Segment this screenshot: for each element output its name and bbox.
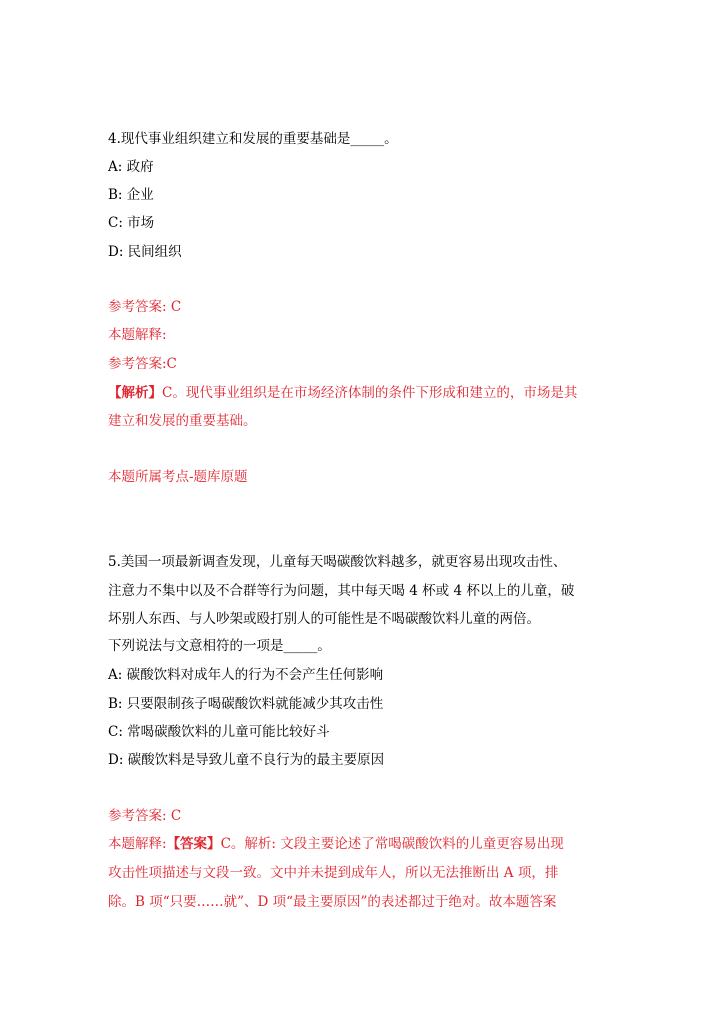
question-5-option-a: A: 碳酸饮料对成年人的行为不会产生任何影响 [108, 667, 384, 683]
question-5-option-d: D: 碳酸饮料是导致儿童不良行为的最主要原因 [108, 752, 385, 768]
question-4-answer-repeat: 参考答案:C [108, 356, 177, 372]
question-5-text-line-1: 5.美国一项最新调查发现，儿童每天喝碳酸饮料越多，就更容易出现攻击性、 [108, 554, 567, 570]
question-4-text: 4.现代事业组织建立和发展的重要基础是_____。 [108, 131, 398, 147]
explanation-heading: 本题解释: [108, 836, 167, 852]
question-4-answer: 参考答案: C [108, 299, 182, 315]
question-4-topic: 本题所属考点-题库原题 [108, 469, 248, 485]
question-4-option-b: B: 企业 [108, 187, 154, 203]
question-5-option-c: C: 常喝碳酸饮料的儿童可能比较好斗 [108, 724, 330, 740]
question-4-option-c: C: 市场 [108, 215, 155, 231]
question-5-answer: 参考答案: C [108, 808, 182, 824]
explanation-text: C。解析: 文段主要论述了常喝碳酸饮料的儿童更容易出现 [220, 836, 564, 852]
analysis-text: C。现代事业组织是在市场经济体制的条件下形成和建立的，市场是其 [162, 385, 578, 401]
question-5-explanation-line-3: 除。B 项“只要……就”、D 项“最主要原因”的表述都过于绝对。故本题答案 [108, 894, 557, 910]
analysis-tag: 【解析】 [108, 385, 162, 401]
question-5-text-line-2: 注意力不集中以及不合群等行为问题，其中每天喝 4 杯或 4 杯以上的儿童，破 [108, 583, 575, 599]
question-5-text-line-3: 坏别人东西、与人吵架或殴打别人的可能性是不喝碳酸饮料儿童的两倍。 [108, 611, 540, 627]
question-5-option-b: B: 只要限制孩子喝碳酸饮料就能减少其攻击性 [108, 696, 384, 712]
question-4-option-a: A: 政府 [108, 159, 154, 175]
explanation-tag: 【答案】 [166, 836, 221, 852]
question-5-explanation-line-2: 攻击性项描述与文段一致。文中并未提到成年人，所以无法推断出 A 项，排 [108, 865, 559, 881]
question-4-analysis-line-2: 建立和发展的重要基础。 [108, 413, 257, 429]
question-4-option-d: D: 民间组织 [108, 244, 182, 260]
question-5-text-line-4: 下列说法与文意相符的一项是_____。 [108, 638, 331, 654]
question-5-explanation-line-1 [108, 835, 564, 853]
question-4-explanation-heading: 本题解释: [108, 327, 167, 343]
question-4-analysis-line-1 [108, 384, 577, 402]
